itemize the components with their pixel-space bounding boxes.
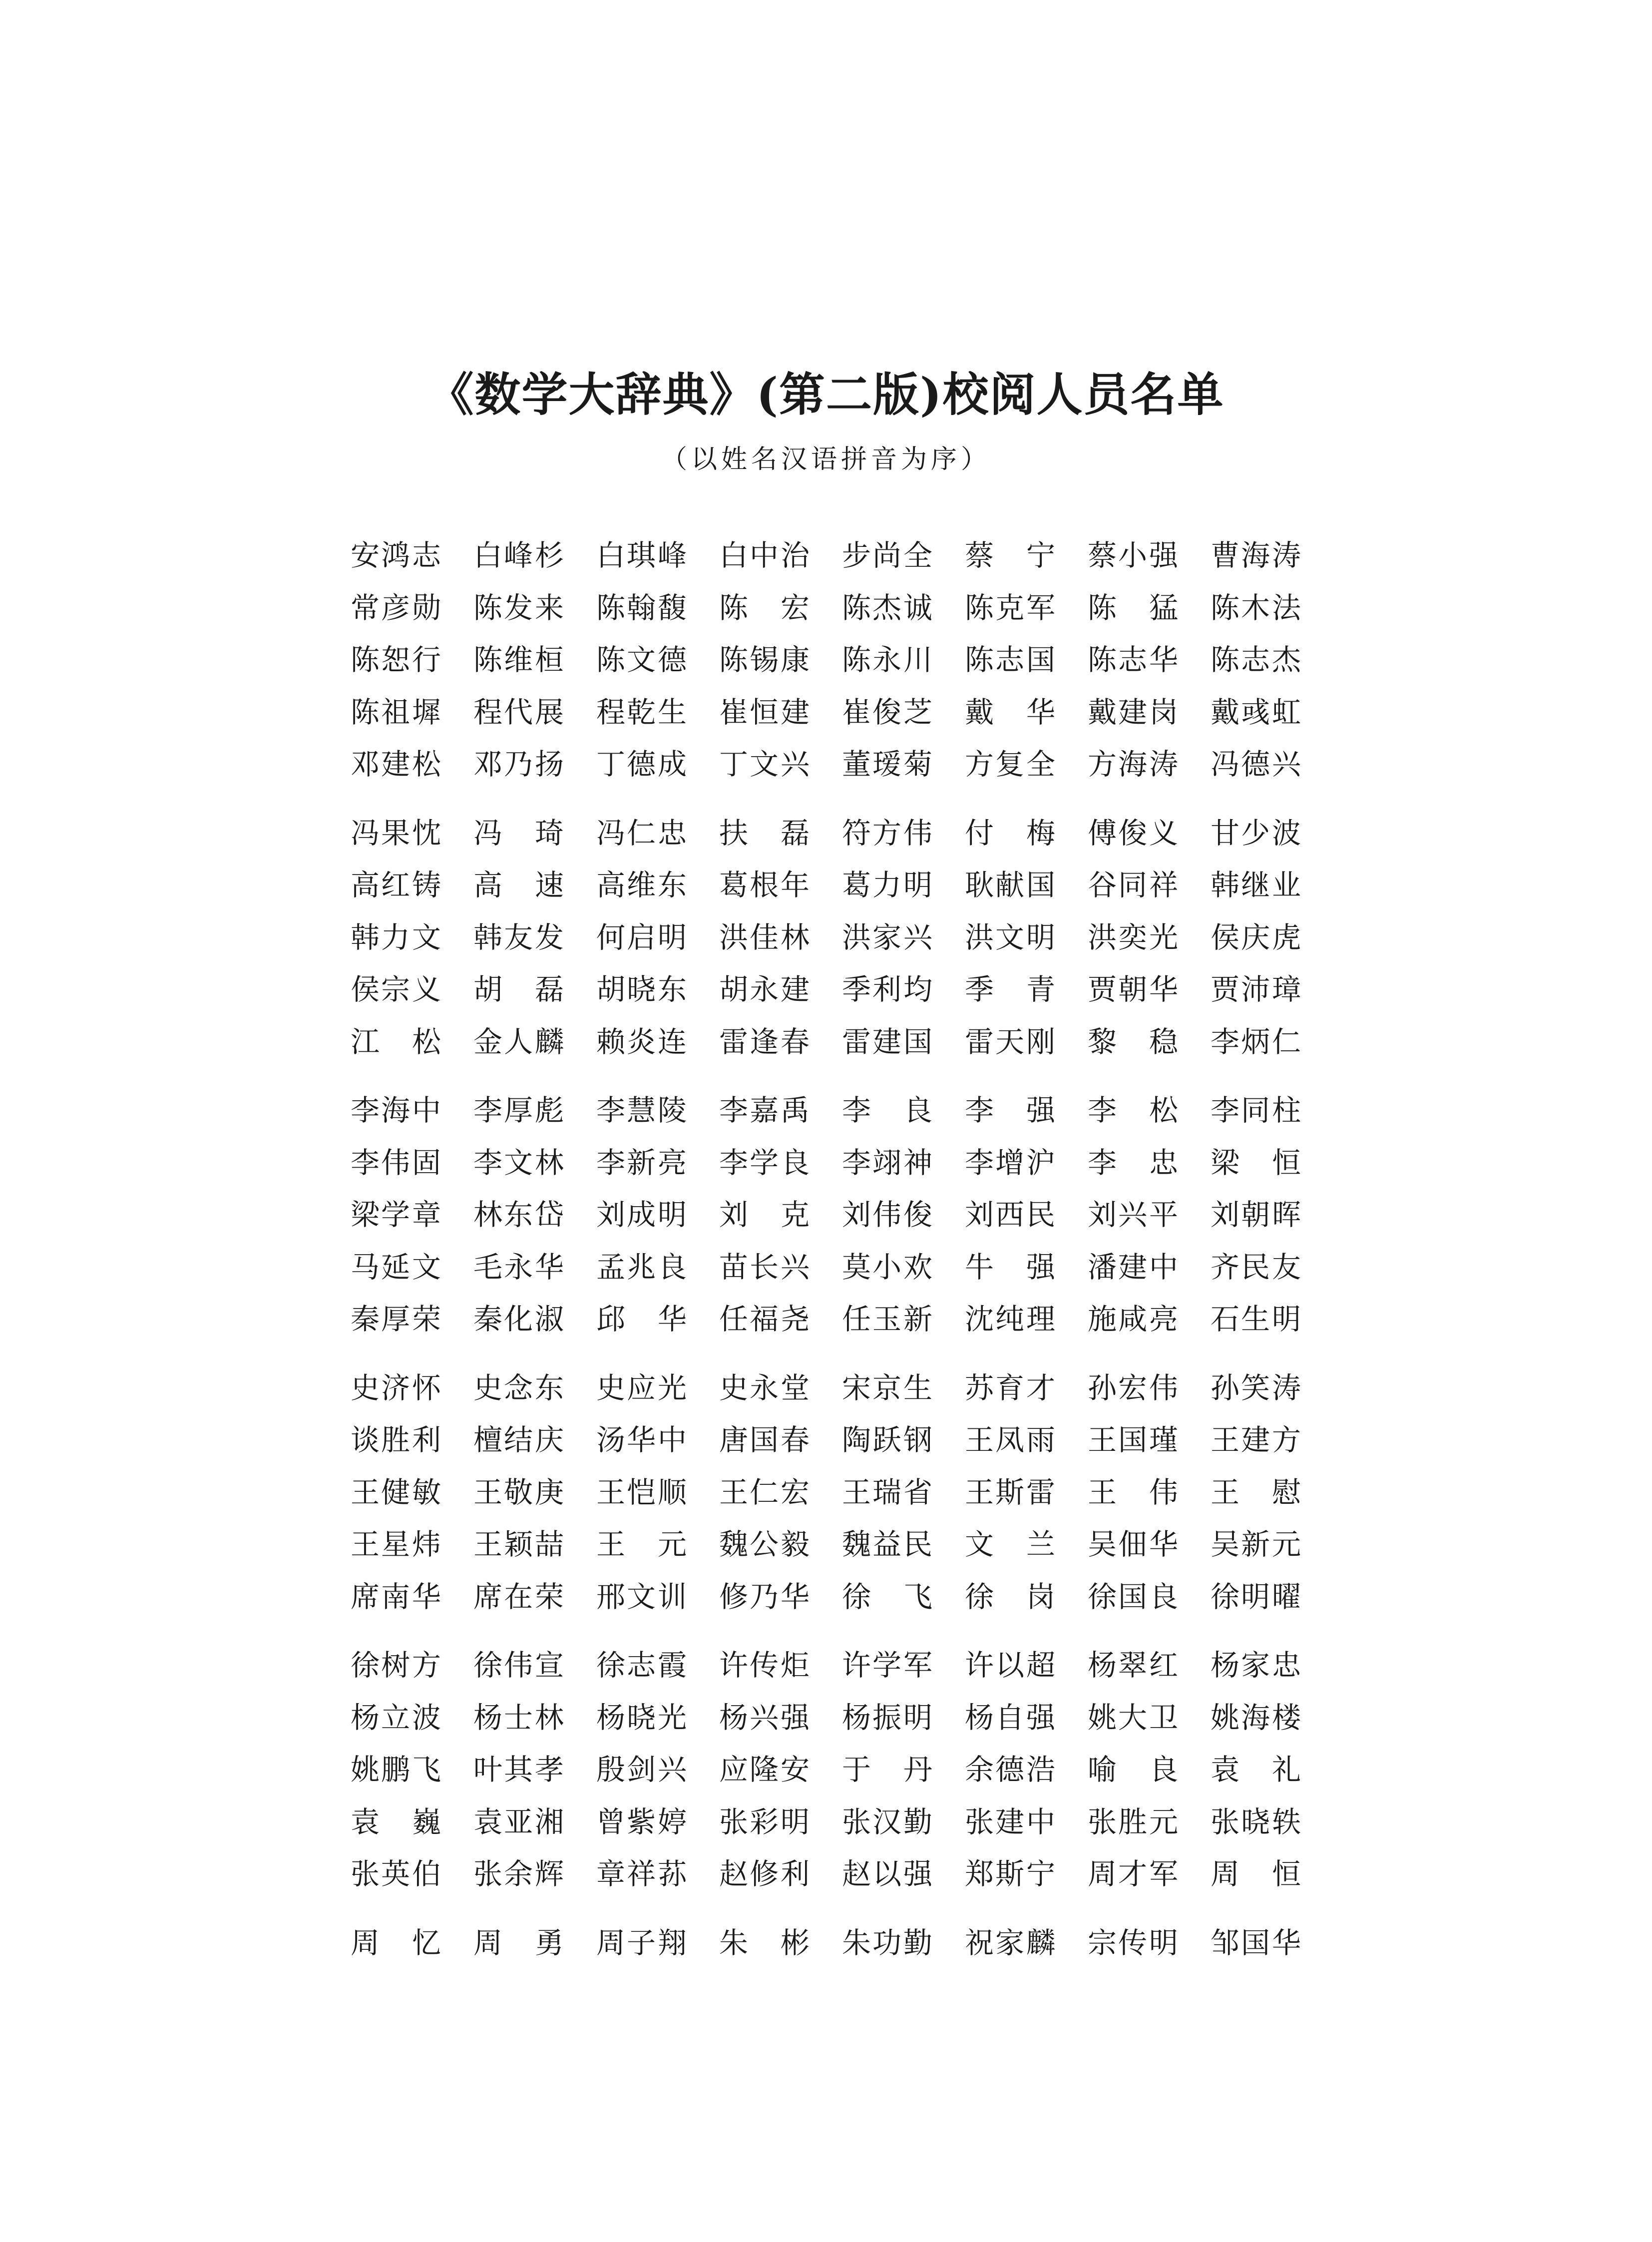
person-name: 李 炳 仁: [1210, 1024, 1301, 1059]
name-group: [350, 1639, 1308, 1900]
person-name: 史 永 堂: [719, 1370, 810, 1405]
person-name: 袁 巍: [350, 1804, 441, 1839]
person-name: 陈 木 法: [1210, 590, 1301, 625]
person-name: 宋 京 生: [841, 1370, 932, 1405]
person-name: 白 琪 峰: [596, 538, 687, 572]
person-name: 毛 永 华: [473, 1250, 564, 1284]
person-name: 陈 锡 康: [719, 643, 810, 677]
name-list: [350, 529, 1308, 1985]
person-name: 于 丹: [841, 1753, 932, 1787]
person-name: 马 延 文: [350, 1250, 441, 1284]
person-name: 牛 强: [964, 1250, 1055, 1284]
person-name: 朱 功 勤: [841, 1925, 932, 1960]
person-name: 陈 杰 诚: [841, 590, 932, 625]
person-name: 任 福 尧: [719, 1302, 810, 1336]
name-row: [350, 1293, 1308, 1345]
person-name: 耿 献 国: [964, 868, 1055, 902]
person-name: 徐 飞: [841, 1579, 932, 1614]
name-row: [350, 1241, 1308, 1294]
person-name: 谷 同 祥: [1087, 868, 1178, 902]
person-name: 喻 良: [1087, 1753, 1178, 1787]
person-name: 周 才 军: [1087, 1857, 1178, 1891]
person-name: 谈 胜 利: [350, 1423, 441, 1457]
person-name: 陈 翰 馥: [596, 590, 687, 625]
person-name: 刘 克: [719, 1198, 810, 1232]
name-row: [350, 1414, 1308, 1466]
person-name: 叶 其 孝: [473, 1753, 564, 1787]
person-name: 陈 文 德: [596, 643, 687, 677]
person-name: 韩 继 业: [1210, 868, 1301, 902]
name-row: [350, 1137, 1308, 1189]
person-name: 陈 克 军: [964, 590, 1055, 625]
person-name: 石 生 明: [1210, 1302, 1301, 1336]
person-name: 贾 沛 璋: [1210, 972, 1301, 1006]
person-name: 蔡 宁: [964, 538, 1055, 572]
name-row: [350, 859, 1308, 911]
name-group: [350, 1084, 1308, 1345]
person-name: 周 恒: [1210, 1857, 1301, 1891]
person-name: 殷 剑 兴: [596, 1753, 687, 1787]
person-name: 王 建 方: [1210, 1423, 1301, 1457]
person-name: 杨 自 强: [964, 1700, 1055, 1735]
name-group: [350, 807, 1308, 1068]
name-row: [350, 1362, 1308, 1414]
person-name: 戴 建 岗: [1087, 695, 1178, 729]
person-name: 李 同 柱: [1210, 1093, 1301, 1127]
person-name: 崔 俊 芝: [841, 695, 932, 729]
person-name: 陈 发 来: [473, 590, 564, 625]
person-name: 邢 文 训: [596, 1579, 687, 1614]
person-name: 洪 文 明: [964, 920, 1055, 954]
person-name: 郑 斯 宁: [964, 1857, 1055, 1891]
person-name: 任 玉 新: [841, 1302, 932, 1336]
name-row: [350, 582, 1308, 634]
person-name: 陈 志 杰: [1210, 643, 1301, 677]
name-row: [350, 1744, 1308, 1796]
person-name: 李 忠: [1087, 1145, 1178, 1180]
person-name: 季 青: [964, 972, 1055, 1006]
name-row: [350, 738, 1308, 791]
person-name: 陶 跃 钢: [841, 1423, 932, 1457]
person-name: 宗 传 明: [1087, 1925, 1178, 1960]
person-name: 丁 德 成: [596, 747, 687, 781]
person-name: 王 颖 喆: [473, 1527, 564, 1561]
person-name: 章 祥 荪: [596, 1857, 687, 1891]
person-name: 席 南 华: [350, 1579, 441, 1614]
person-name: 王 仁 宏: [719, 1475, 810, 1509]
person-name: 江 松: [350, 1024, 441, 1059]
person-name: 洪 奕 光: [1087, 920, 1178, 954]
person-name: 丁 文 兴: [719, 747, 810, 781]
person-name: 崔 恒 建: [719, 695, 810, 729]
name-row: [350, 1639, 1308, 1692]
person-name: 文 兰: [964, 1527, 1055, 1561]
person-name: 汤 华 中: [596, 1423, 687, 1457]
person-name: 金 人 麟: [473, 1024, 564, 1059]
person-name: 王 斯 雷: [964, 1475, 1055, 1509]
person-name: 李 强: [964, 1093, 1055, 1127]
person-name: 符 方 伟: [841, 816, 932, 850]
person-name: 刘 伟 俊: [841, 1198, 932, 1232]
name-row: [350, 807, 1308, 860]
person-name: 曹 海 涛: [1210, 538, 1301, 572]
person-name: 王 伟: [1087, 1475, 1178, 1509]
person-name: 邹 国 华: [1210, 1925, 1301, 1960]
person-name: 陈 志 华: [1087, 643, 1178, 677]
person-name: 王 敬 庚: [473, 1475, 564, 1509]
person-name: 常 彦 勋: [350, 590, 441, 625]
person-name: 陈 志 国: [964, 643, 1055, 677]
person-name: 徐 志 霞: [596, 1648, 687, 1682]
person-name: 梁 学 章: [350, 1198, 441, 1232]
person-name: 冯 果 忱: [350, 816, 441, 850]
person-name: 吴 佃 华: [1087, 1527, 1178, 1561]
person-name: 刘 兴 平: [1087, 1198, 1178, 1232]
person-name: 徐 明 曜: [1210, 1579, 1301, 1614]
person-name: 朱 彬: [719, 1925, 810, 1960]
person-name: 李 厚 彪: [473, 1093, 564, 1127]
person-name: 吴 新 元: [1210, 1527, 1301, 1561]
name-row: [350, 1016, 1308, 1068]
person-name: 秦 厚 荣: [350, 1302, 441, 1336]
person-name: 孙 笑 涛: [1210, 1370, 1301, 1405]
name-row: [350, 634, 1308, 686]
person-name: 陈 恕 行: [350, 643, 441, 677]
person-name: 侯 庆 虎: [1210, 920, 1301, 954]
name-group: [350, 529, 1308, 791]
name-row: [350, 1692, 1308, 1744]
person-name: 应 隆 安: [719, 1753, 810, 1787]
person-name: 付 梅: [964, 816, 1055, 850]
person-name: 陈 永 川: [841, 643, 932, 677]
person-name: 张 胜 元: [1087, 1804, 1178, 1839]
person-name: 刘 成 明: [596, 1198, 687, 1232]
person-name: 高 红 铸: [350, 868, 441, 902]
person-name: 张 彩 明: [719, 1804, 810, 1839]
person-name: 魏 益 民: [841, 1527, 932, 1561]
person-name: 方 复 全: [964, 747, 1055, 781]
person-name: 李 海 中: [350, 1093, 441, 1127]
person-name: 孙 宏 伟: [1087, 1370, 1178, 1405]
person-name: 李 新 亮: [596, 1145, 687, 1180]
person-name: 程 乾 生: [596, 695, 687, 729]
person-name: 李 良: [841, 1093, 932, 1127]
person-name: 高 速: [473, 868, 564, 902]
person-name: 甘 少 波: [1210, 816, 1301, 850]
person-name: 扶 磊: [719, 816, 810, 850]
person-name: 史 念 东: [473, 1370, 564, 1405]
person-name: 杨 家 忠: [1210, 1648, 1301, 1682]
name-row: [350, 1796, 1308, 1848]
person-name: 杨 翠 红: [1087, 1648, 1178, 1682]
name-group: [350, 1362, 1308, 1623]
person-name: 王 瑞 省: [841, 1475, 932, 1509]
person-name: 高 维 东: [596, 868, 687, 902]
name-row: [350, 1466, 1308, 1519]
person-name: 陈 维 桓: [473, 643, 564, 677]
person-name: 王 国 瑾: [1087, 1423, 1178, 1457]
person-name: 王 元: [596, 1527, 687, 1561]
person-name: 白 中 治: [719, 538, 810, 572]
person-name: 杨 晓 光: [596, 1700, 687, 1735]
person-name: 梁 恒: [1210, 1145, 1301, 1180]
person-name: 胡 晓 东: [596, 972, 687, 1006]
person-name: 史 济 怀: [350, 1370, 441, 1405]
person-name: 苗 长 兴: [719, 1250, 810, 1284]
person-name: 赵 以 强: [841, 1857, 932, 1891]
name-row: [350, 1571, 1308, 1623]
person-name: 冯 仁 忠: [596, 816, 687, 850]
person-name: 杨 振 明: [841, 1700, 932, 1735]
person-name: 李 伟 固: [350, 1145, 441, 1180]
person-name: 潘 建 中: [1087, 1250, 1178, 1284]
person-name: 安 鸿 志: [350, 538, 441, 572]
person-name: 雷 逢 春: [719, 1024, 810, 1059]
person-name: 徐 国 良: [1087, 1579, 1178, 1614]
person-name: 洪 家 兴: [841, 920, 932, 954]
person-name: 方 海 涛: [1087, 747, 1178, 781]
person-name: 周 忆: [350, 1925, 441, 1960]
name-row: [350, 1518, 1308, 1571]
person-name: 韩 友 发: [473, 920, 564, 954]
person-name: 侯 宗 义: [350, 972, 441, 1006]
person-name: 莫 小 欢: [841, 1250, 932, 1284]
person-name: 袁 礼: [1210, 1753, 1301, 1787]
person-name: 赖 炎 连: [596, 1024, 687, 1059]
person-name: 韩 力 文: [350, 920, 441, 954]
person-name: 董 瑷 菊: [841, 747, 932, 781]
person-name: 史 应 光: [596, 1370, 687, 1405]
person-name: 席 在 荣: [473, 1579, 564, 1614]
person-name: 曾 紫 婷: [596, 1804, 687, 1839]
person-name: 李 增 沪: [964, 1145, 1055, 1180]
person-name: 余 德 浩: [964, 1753, 1055, 1787]
person-name: 孟 兆 良: [596, 1250, 687, 1284]
person-name: 贾 朝 华: [1087, 972, 1178, 1006]
person-name: 施 咸 亮: [1087, 1302, 1178, 1336]
person-name: 傅 俊 义: [1087, 816, 1178, 850]
person-name: 张 英 伯: [350, 1857, 441, 1891]
person-name: 秦 化 淑: [473, 1302, 564, 1336]
person-name: 葛 力 明: [841, 868, 932, 902]
person-name: 魏 公 毅: [719, 1527, 810, 1561]
person-name: 张 汉 勤: [841, 1804, 932, 1839]
person-name: 刘 西 民: [964, 1198, 1055, 1232]
person-name: 王 恺 顺: [596, 1475, 687, 1509]
person-name: 程 代 展: [473, 695, 564, 729]
person-name: 周 子 翔: [596, 1925, 687, 1960]
person-name: 杨 兴 强: [719, 1700, 810, 1735]
person-name: 李 文 林: [473, 1145, 564, 1180]
person-name: 葛 根 年: [719, 868, 810, 902]
person-name: 白 峰 杉: [473, 538, 564, 572]
person-name: 苏 育 才: [964, 1370, 1055, 1405]
person-name: 黎 稳: [1087, 1024, 1178, 1059]
person-name: 檀 结 庆: [473, 1423, 564, 1457]
person-name: 唐 国 春: [719, 1423, 810, 1457]
person-name: 陈 宏: [719, 590, 810, 625]
person-name: 周 勇: [473, 1925, 564, 1960]
person-name: 徐 树 方: [350, 1648, 441, 1682]
person-name: 李 嘉 禹: [719, 1093, 810, 1127]
person-name: 邓 建 松: [350, 747, 441, 781]
person-name: 胡 磊: [473, 972, 564, 1006]
person-name: 王 健 敏: [350, 1475, 441, 1509]
person-name: 雷 建 国: [841, 1024, 932, 1059]
person-name: 许 传 炬: [719, 1648, 810, 1682]
name-row: [350, 963, 1308, 1016]
person-name: 李 学 良: [719, 1145, 810, 1180]
person-name: 胡 永 建: [719, 972, 810, 1006]
person-name: 许 学 军: [841, 1648, 932, 1682]
person-name: 陈 祖 墀: [350, 695, 441, 729]
name-row: [350, 1189, 1308, 1241]
name-row: [350, 911, 1308, 964]
person-name: 王 凤 雨: [964, 1423, 1055, 1457]
person-name: 杨 立 波: [350, 1700, 441, 1735]
person-name: 刘 朝 晖: [1210, 1198, 1301, 1232]
person-name: 季 利 均: [841, 972, 932, 1006]
person-name: 许 以 超: [964, 1648, 1055, 1682]
person-name: 何 启 明: [596, 920, 687, 954]
person-name: 冯 德 兴: [1210, 747, 1301, 781]
person-name: 冯 琦: [473, 816, 564, 850]
person-name: 齐 民 友: [1210, 1250, 1301, 1284]
person-name: 张 余 辉: [473, 1857, 564, 1891]
page-subtitle: （以姓名汉语拼音为序）: [661, 445, 991, 474]
person-name: 陈 猛: [1087, 590, 1178, 625]
name-row: [350, 1917, 1308, 1969]
person-name: 赵 修 利: [719, 1857, 810, 1891]
person-name: 姚 大 卫: [1087, 1700, 1178, 1735]
name-row: [350, 1084, 1308, 1137]
page-title: 《数学大辞典》(第二版)校阅人员名单: [427, 368, 1225, 422]
person-name: 雷 天 刚: [964, 1024, 1055, 1059]
person-name: 蔡 小 强: [1087, 538, 1178, 572]
person-name: 袁 亚 湘: [473, 1804, 564, 1839]
person-name: 李 慧 陵: [596, 1093, 687, 1127]
person-name: 姚 海 楼: [1210, 1700, 1301, 1735]
name-group: [350, 1917, 1308, 1969]
person-name: 徐 岗: [964, 1579, 1055, 1614]
person-name: 林 东 岱: [473, 1198, 564, 1232]
person-name: 李 松: [1087, 1093, 1178, 1127]
person-name: 张 晓 轶: [1210, 1804, 1301, 1839]
name-row: [350, 1848, 1308, 1900]
name-row: [350, 686, 1308, 739]
person-name: 戴 彧 虹: [1210, 695, 1301, 729]
person-name: 邱 华: [596, 1302, 687, 1336]
person-name: 王 慰: [1210, 1475, 1301, 1509]
person-name: 邓 乃 扬: [473, 747, 564, 781]
person-name: 祝 家 麟: [964, 1925, 1055, 1960]
person-name: 张 建 中: [964, 1804, 1055, 1839]
person-name: 戴 华: [964, 695, 1055, 729]
person-name: 徐 伟 宣: [473, 1648, 564, 1682]
person-name: 步 尚 全: [841, 538, 932, 572]
person-name: 姚 鹏 飞: [350, 1753, 441, 1787]
person-name: 沈 纯 理: [964, 1302, 1055, 1336]
name-row: [350, 529, 1308, 582]
person-name: 洪 佳 林: [719, 920, 810, 954]
person-name: 李 翊 神: [841, 1145, 932, 1180]
person-name: 修 乃 华: [719, 1579, 810, 1614]
person-name: 杨 士 林: [473, 1700, 564, 1735]
person-name: 王 星 炜: [350, 1527, 441, 1561]
